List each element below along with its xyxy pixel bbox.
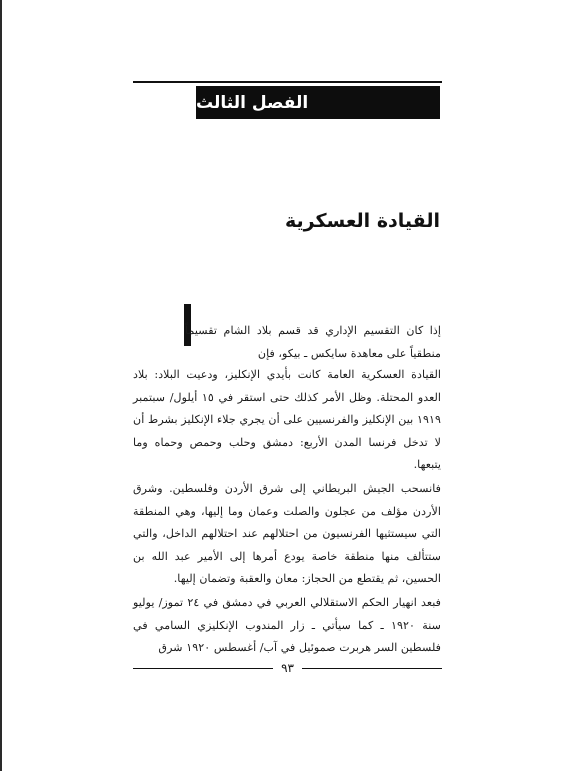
paragraph-1-body: القيادة العسكرية العامة كانت بأيدي الإنكليز، ودعيت البلاد: بلاد العدو المحتلة. وظل الأمر كذلك حتى استقر في ١٥ أيلول/ سبتمبر ١٩١٩ بين الإنكليز والفرنسيين على أن يجري جلاء الإنكليز بشرط أن لا تدخل فرنسا المدن الأربع: دمشق وحلب وحمص وحماه وما يتبعها.: [133, 368, 442, 471]
footer-rule-right: [302, 668, 442, 669]
page-footer: [133, 660, 442, 676]
section-title: القيادة العسكرية: [284, 210, 440, 232]
page-left-edge: [0, 0, 2, 771]
paragraph-1-opening: إذا كان التقسيم الإداري قد قسم بلاد الشام تقسيماً منطقياً على معاهدة سايكس ـ بيكو، فإن: [185, 324, 441, 360]
paragraph-3: فبعد انهيار الحكم الاستقلالي العربي في دمشق في ٢٤ تموز/ يوليو سنة ١٩٢٠ ـ كما سيأتي ـ زار المندوب الإنكليزي السامي في فلسطين السر هربرت صموئيل في آب/ أغسطس ١٩٢٠ شرق: [133, 596, 441, 654]
paragraph-2: فانسحب الجيش البريطاني إلى شرق الأردن وفلسطين. وشرق الأردن مؤلف من عجلون والصلت وعمان وما إليها، وهي المنطقة التي سيستثيها الفرنسيون من احتلالهم عند احتلالهم الداخل، والتي ستتألف منها منطقة خاصة يودع أمرها إلى الأمير عبد الله بن الحسين، ثم يقتطع من الحجاز: معان والعقبة وتضمان إليها.: [133, 482, 441, 585]
chapter-banner: [196, 86, 440, 119]
page-number: ٩٣: [281, 661, 294, 675]
header-rule: [133, 81, 442, 83]
chapter-label: الفصل الثالث: [196, 92, 309, 113]
footer-rule-left: [133, 668, 273, 669]
